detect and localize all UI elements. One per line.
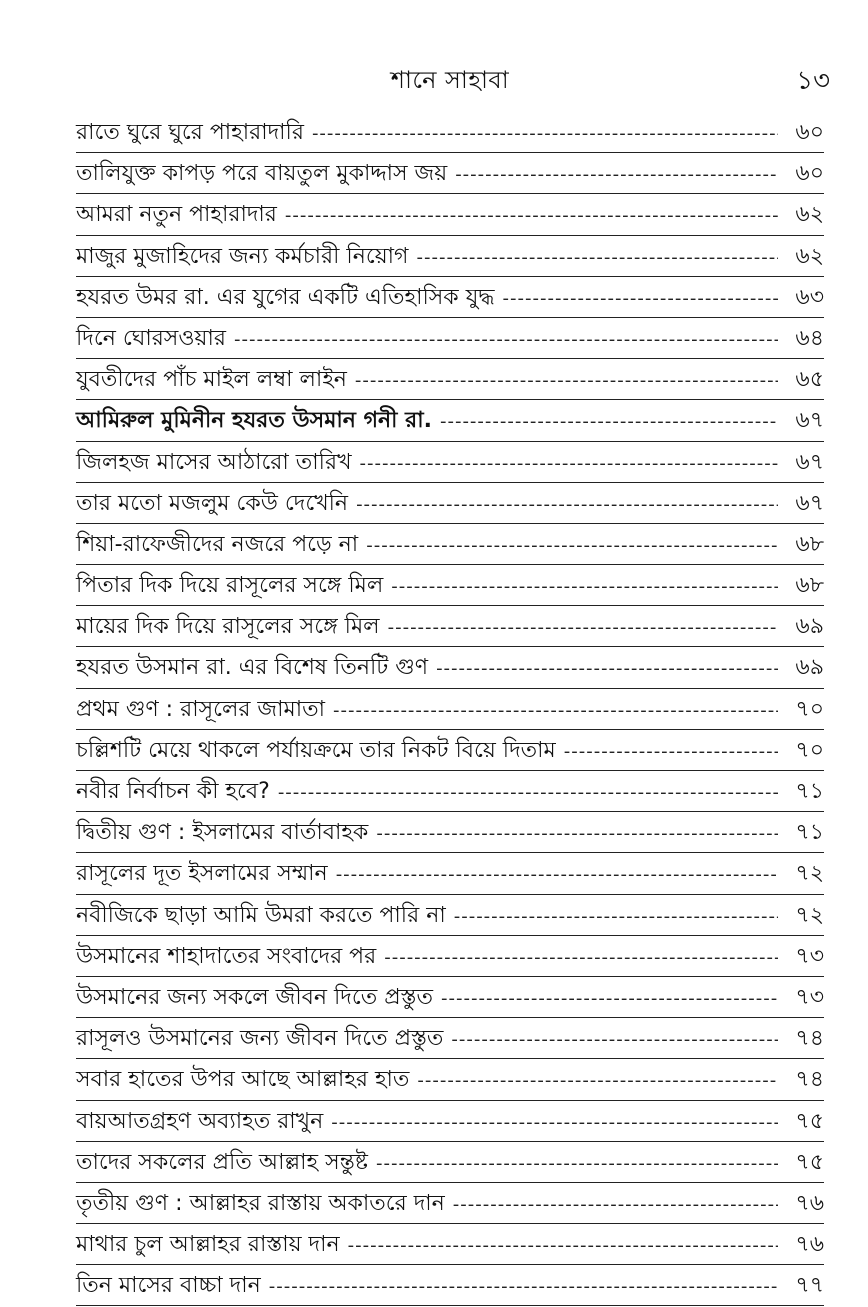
toc-dash-leader	[348, 1225, 778, 1266]
toc-dash-leader	[331, 1102, 778, 1143]
toc-entry-title: তিন মাসের বাচ্চা দান	[76, 1273, 261, 1299]
toc-dash-leader	[376, 1143, 778, 1184]
toc-entry-title: মায়ের দিক দিয়ে রাসূলের সঙ্গে মিল	[76, 614, 380, 640]
toc-entry-page: ৭১	[795, 779, 824, 804]
toc-dash-leader	[436, 648, 778, 689]
toc-dash-leader	[285, 195, 778, 236]
toc-entry	[76, 277, 824, 318]
toc-entry-title: মাজুর মুজাহিদের জন্য কর্মচারী নিয়োগ	[76, 243, 409, 269]
toc-entry-page: ৬৭	[795, 490, 824, 516]
toc-entry-title: যুবতীদের পাঁচ মাইল লম্বা লাইন	[76, 367, 347, 393]
toc-dash-leader	[454, 896, 778, 937]
toc-dash-leader	[451, 1019, 778, 1060]
toc-entry-title: মাথার চুল আল্লাহর রাস্তায় দান	[76, 1232, 340, 1258]
toc-dash-leader	[417, 1060, 778, 1101]
toc-dash-leader	[455, 154, 778, 195]
toc-entry-title: হযরত উসমান রা. এর বিশেষ তিনটি গুণ	[76, 655, 429, 681]
toc-entry	[76, 400, 824, 441]
toc-entry-title: তালিযুক্ত কাপড় পরে বায়তুল মুকাদ্দাস জয়	[76, 161, 448, 187]
toc-dash-leader	[388, 607, 778, 648]
toc-entry-page: ৬০	[795, 161, 824, 187]
toc-entry	[76, 442, 824, 483]
toc-entry-page: ৭১	[795, 820, 824, 846]
toc-entry-page: ৭৩	[795, 943, 824, 969]
toc-entry-page: ৬০	[795, 120, 824, 145]
toc-entry-title: শিয়া-রাফেজীদের নজরে পড়ে না	[76, 531, 359, 557]
toc-entry-page: ৭৫	[795, 1108, 824, 1134]
toc-entry-page: ৭৬	[795, 1232, 824, 1258]
toc-entry	[76, 689, 824, 730]
toc-entry-title: তার মতো মজলুম কেউ দেখেনি	[76, 490, 349, 516]
toc-entry-page: ৭২	[795, 861, 824, 887]
toc-dash-leader	[366, 525, 778, 566]
toc-entry-title: নবীর নির্বাচন কী হবে?	[76, 779, 270, 804]
toc-dash-leader	[503, 278, 778, 319]
toc-entry-page: ৬৯	[795, 614, 824, 640]
toc-entry	[76, 236, 824, 277]
toc-entry	[76, 895, 824, 936]
toc-entry-page: ৬৮	[795, 573, 824, 599]
toc-dash-leader	[441, 978, 778, 1019]
toc-entry	[76, 853, 824, 894]
toc-entry-page: ৭২	[795, 902, 824, 928]
toc-entry	[76, 1101, 824, 1142]
toc-entry-title: দিনে ঘোরসওয়ার	[76, 325, 226, 351]
toc-entry-title: আমরা নতুন পাহারাদার	[76, 202, 277, 228]
toc-dash-leader	[312, 113, 778, 154]
toc-entry-page: ৭৪	[795, 1026, 824, 1052]
toc-entry	[76, 1142, 824, 1183]
toc-dash-leader	[278, 772, 778, 813]
toc-entry-title: হযরত উমর রা. এর যুগের একটি এতিহাসিক যুদ্ধ	[76, 284, 495, 310]
toc-entry-title: পিতার দিক দিয়ে রাসূলের সঙ্গে মিল	[76, 573, 384, 599]
toc-entry-title: প্রথম গুণ : রাসূলের জামাতা	[76, 696, 325, 722]
toc-entry-page: ৬৩	[795, 284, 824, 310]
toc-entry-page: ৬৮	[795, 531, 824, 557]
toc-dash-leader	[269, 1266, 778, 1307]
toc-entry	[76, 977, 824, 1018]
toc-entry-page: ৬৯	[795, 655, 824, 681]
toc-entry-page: ৬২	[795, 202, 824, 228]
page-number: ১৩	[796, 66, 830, 96]
toc-dash-leader	[384, 937, 778, 978]
toc-entry-title: উসমানের শাহাদাতের সংবাদের পর	[76, 943, 377, 969]
toc-dash-leader	[376, 813, 778, 854]
toc-entry	[76, 483, 824, 524]
toc-entry	[76, 771, 824, 812]
toc-entry	[76, 1059, 824, 1100]
toc-entry	[76, 647, 824, 688]
toc-entry	[76, 112, 824, 153]
toc-entry-page: ৭৪	[795, 1067, 824, 1093]
toc-entry	[76, 1183, 824, 1224]
toc-entry	[76, 565, 824, 606]
toc-entry	[76, 1224, 824, 1265]
toc-entry	[76, 1265, 824, 1306]
toc-entry-page: ৭০	[795, 737, 824, 763]
toc-entry-title: উসমানের জন্য সকলে জীবন দিতে প্রস্তুত	[76, 984, 433, 1010]
toc-entry	[76, 318, 824, 359]
toc-dash-leader	[356, 484, 778, 525]
toc-entry	[76, 524, 824, 565]
toc-entry	[76, 936, 824, 977]
toc-entry-title: বায়আতগ্রহণ অব্যাহত রাখুন	[76, 1108, 324, 1134]
toc-dash-leader	[333, 690, 778, 731]
table-of-contents	[76, 112, 824, 1306]
toc-dash-leader	[564, 731, 778, 772]
toc-entry-page: ৬৫	[795, 367, 824, 393]
running-header-title: শানে সাহাবা	[390, 66, 510, 94]
toc-entry	[76, 730, 824, 771]
toc-entry	[76, 194, 824, 235]
toc-entry-page: ৭০	[795, 696, 824, 722]
toc-entry-page: ৭৬	[795, 1190, 824, 1216]
toc-entry	[76, 1018, 824, 1059]
toc-entry-page: ৬৪	[795, 325, 824, 351]
toc-entry	[76, 153, 824, 194]
toc-dash-leader	[391, 566, 778, 607]
toc-entry-title: দ্বিতীয় গুণ : ইসলামের বার্তাবাহক	[76, 820, 369, 846]
toc-entry-title: রাতে ঘুরে ঘুরে পাহারাদারি	[76, 120, 304, 145]
toc-entry-title: সবার হাতের উপর আছে আল্লাহর হাত	[76, 1067, 410, 1093]
toc-dash-leader	[336, 854, 778, 895]
toc-dash-leader	[416, 237, 778, 278]
toc-entry-title: রাসূলের দূত ইসলামের সম্মান	[76, 861, 328, 887]
toc-entry-page: ৬৭	[795, 449, 824, 475]
toc-dash-leader	[440, 401, 778, 442]
toc-entry	[76, 812, 824, 853]
toc-entry-title: রাসূলও উসমানের জন্য জীবন দিতে প্রস্তুত	[76, 1026, 444, 1052]
toc-entry-page: ৬৭	[795, 408, 824, 434]
toc-entry-title: নবীজিকে ছাড়া আমি উমরা করতে পারি না	[76, 902, 446, 928]
toc-entry-title: তাদের সকলের প্রতি আল্লাহ সন্তুষ্ট	[76, 1149, 368, 1175]
toc-entry-page: ৬২	[795, 243, 824, 269]
toc-entry	[76, 606, 824, 647]
toc-dash-leader	[234, 319, 778, 360]
toc-entry-title: তৃতীয় গুণ : আল্লাহর রাস্তায় অকাতরে দান	[76, 1190, 445, 1216]
toc-entry-page: ৭৩	[795, 984, 824, 1010]
toc-dash-leader	[360, 443, 778, 484]
toc-entry-title: আমিরুল মুমিনীন হযরত উসমান গনী রা.	[76, 408, 432, 434]
running-header	[70, 60, 830, 100]
toc-entry-page: ৭৭	[795, 1273, 824, 1299]
toc-dash-leader	[355, 360, 778, 401]
toc-dash-leader	[453, 1184, 778, 1225]
toc-entry-title: জিলহজ মাসের আঠারো তারিখ	[76, 449, 352, 475]
toc-entry-page: ৭৫	[795, 1149, 824, 1175]
toc-entry	[76, 359, 824, 400]
toc-entry-title: চল্লিশটি মেয়ে থাকলে পর্যায়ক্রমে তার নিকট বিয়ে দিতাম	[76, 737, 556, 763]
